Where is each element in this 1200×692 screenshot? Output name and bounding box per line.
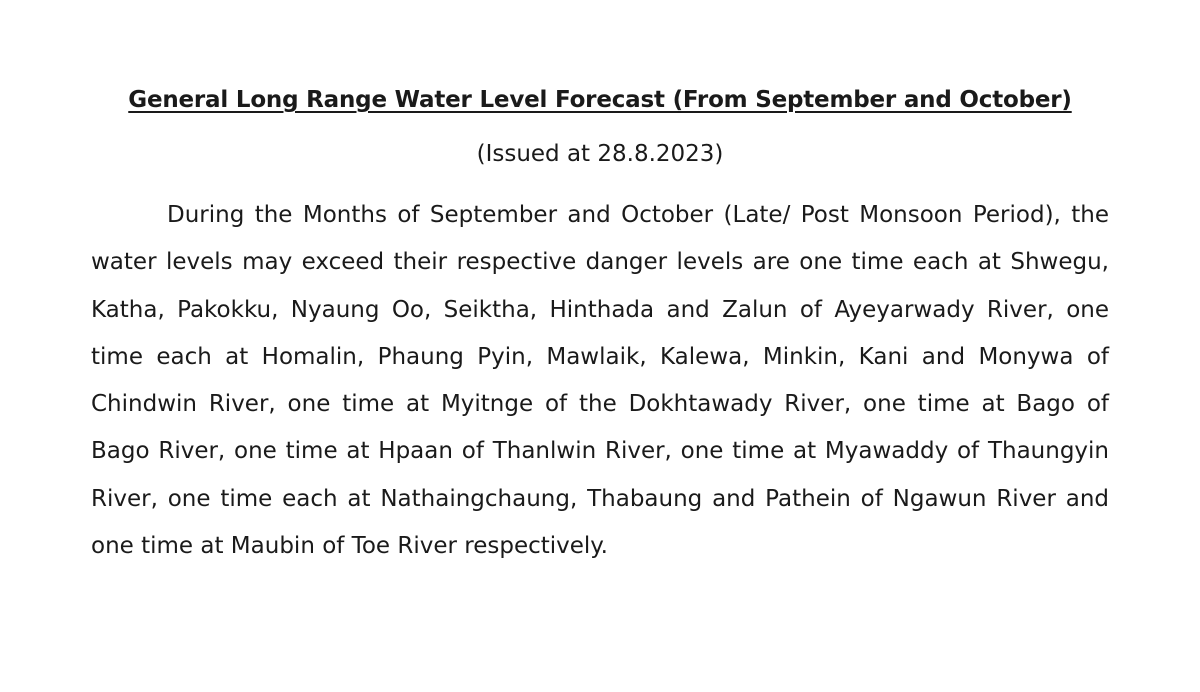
forecast-paragraph: During the Months of September and October (Late/ Post Monsoon Period), the water levels may exceed their respective danger levels are one time each at Shwegu, Katha, Pakokku, Nyaung Oo, Seiktha, Hinthada and Zalun of Ayeyarwady River, one time each at Homalin, Phaung Pyin, Mawlaik, Kalewa, Minkin, Kani and Monywa of Chindwin River, one time at Myitnge of the Dokhtawady River, one time at Bago of Bago River, one time at Hpaan of Thanlwin River, one time at Myawaddy of Thaungyin River, one time each at Nathaingchaung, Thabaung and Pathein of Ngawun River and one time at Maubin of Toe River respectively.: [91, 202, 1109, 560]
issued-date: (Issued at 28.8.2023): [476, 141, 724, 167]
document-title-text: General Long Range Water Level Forecast (From September and October): [128, 87, 1072, 113]
document-title: [0, 84, 1200, 116]
